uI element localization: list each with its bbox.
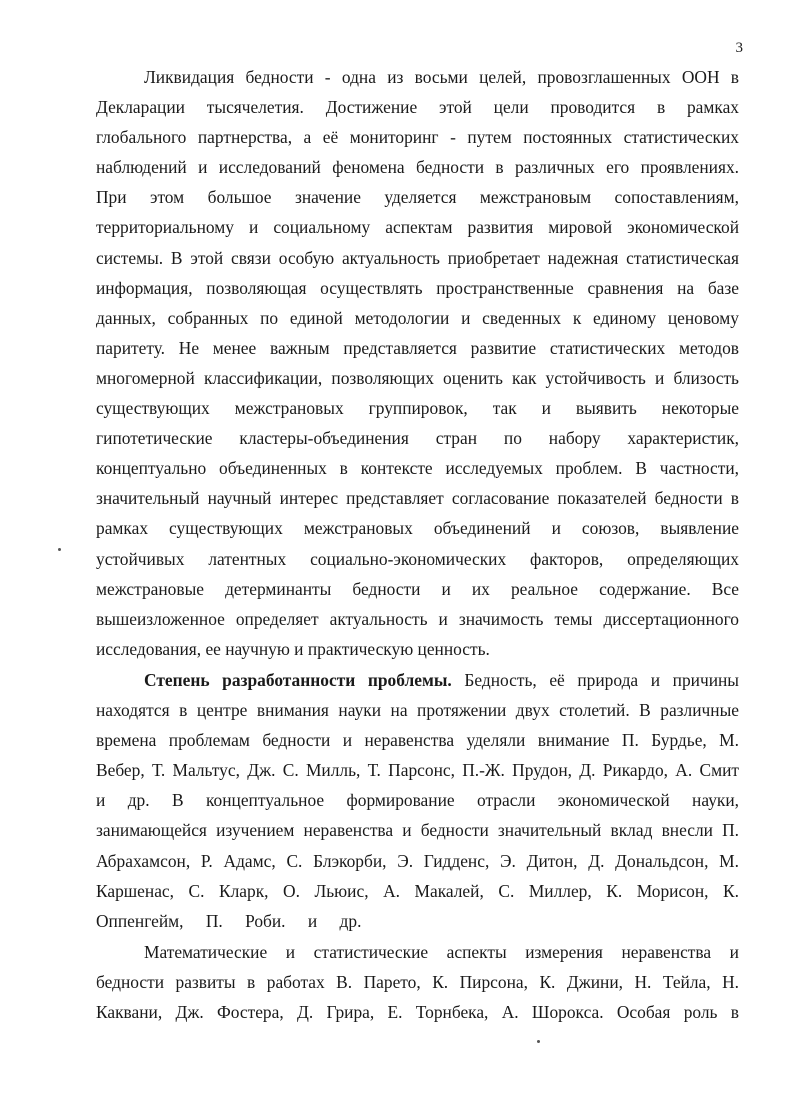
text-line: Вебер, Т. Мальтус, Дж. С. Милль, Т. Парсонс, П.-Ж. Прудон, Д. Рикардо, А. Смит [96,760,739,781]
text-line: вышеизложенное определяет актуальность и значимость темы диссертационного [96,608,739,629]
paragraph-research-degree [96,665,739,936]
text-line: находятся в центре внимания науки на протяжении двух столетий. В различные [96,700,739,721]
text-line: и др. В концептуальное формирование отрасли экономической науки, [96,790,739,811]
text-line: данных, собранных по единой методологии и сведенных к единому ценовому [96,307,739,328]
text-line: глобального партнерства, а её мониторинг - путем постоянных статистических [96,127,739,148]
paragraph-intro [96,62,739,664]
text-line: рамках существующих межстрановых объединений и союзов, выявление [96,518,739,539]
text-run: Бедность, её природа и причины [464,670,739,690]
text-line: гипотетические кластеры-объединения стран по набору характеристик, [96,428,739,449]
text-line: концептуально объединенных в контексте исследуемых проблем. В частности, [96,458,739,479]
text-line: межстрановые детерминанты бедности и их реальное содержание. Все [96,578,739,599]
scan-speck [58,548,61,551]
scan-speck [537,1040,540,1043]
text-line: Математические и статистические аспекты измерения неравенства и [144,942,739,962]
text-line: Каквани, Дж. Фостера, Д. Грира, Е. Торнбека, А. Шорокса. Особая роль в [96,1002,739,1023]
text-line: времена проблемам бедности и неравенства уделяли внимание П. Бурдье, М. [96,730,739,751]
text-line: исследования, ее научную и практическую ценность. [96,638,490,659]
section-heading: Степень разработанности проблемы. [144,670,452,690]
paragraph-math-aspects [96,937,739,1027]
text-line: паритету. Не менее важным представляется развитие статистических методов [96,337,739,358]
text-line: многомерной классификации, позволяющих оценить как устойчивость и близость [96,367,739,388]
text-line: бедности развиты в работах В. Парето, К. Пирсона, К. Джини, Н. Тейла, Н. [96,972,739,993]
page-number: 3 [735,40,743,56]
text-line: Декларации тысячелетия. Достижение этой цели проводится в рамках [96,97,739,118]
text-line: Абрахамсон, Р. Адамс, С. Блэкорби, Э. Гидденс, Э. Дитон, Д. Дональдсон, М. [96,850,739,871]
text-line: При этом большое значение уделяется межстрановым сопоставлениям, [96,187,739,208]
text-line: значительный научный интерес представляет согласование показателей бедности в [96,488,739,509]
text-line: наблюдений и исследований феномена бедности в различных его проявлениях. [96,157,739,178]
text-line: Ликвидация бедности - одна из восьми целей, провозглашенных ООН в [144,67,739,87]
text-line: Оппенгейм, П. Роби. и др. [96,910,362,931]
text-line: Каршенас, С. Кларк, О. Льюис, А. Макалей, С. Миллер, К. Морисон, К. [96,880,739,901]
text-line: информация, позволяющая осуществлять пространственные сравнения на базе [96,277,739,298]
text-line: системы. В этой связи особую актуальность приобретает надежная статистическая [96,247,739,268]
text-line: территориальному и социальному аспектам развития мировой экономической [96,217,739,238]
text-line: устойчивых латентных социально-экономических факторов, определяющих [96,548,739,569]
text-line-with-heading [96,665,739,695]
text-line: существующих межстрановых группировок, так и выявить некоторые [96,398,739,419]
text-line: занимающейся изучением неравенства и бедности значительный вклад внесли П. [96,820,739,841]
